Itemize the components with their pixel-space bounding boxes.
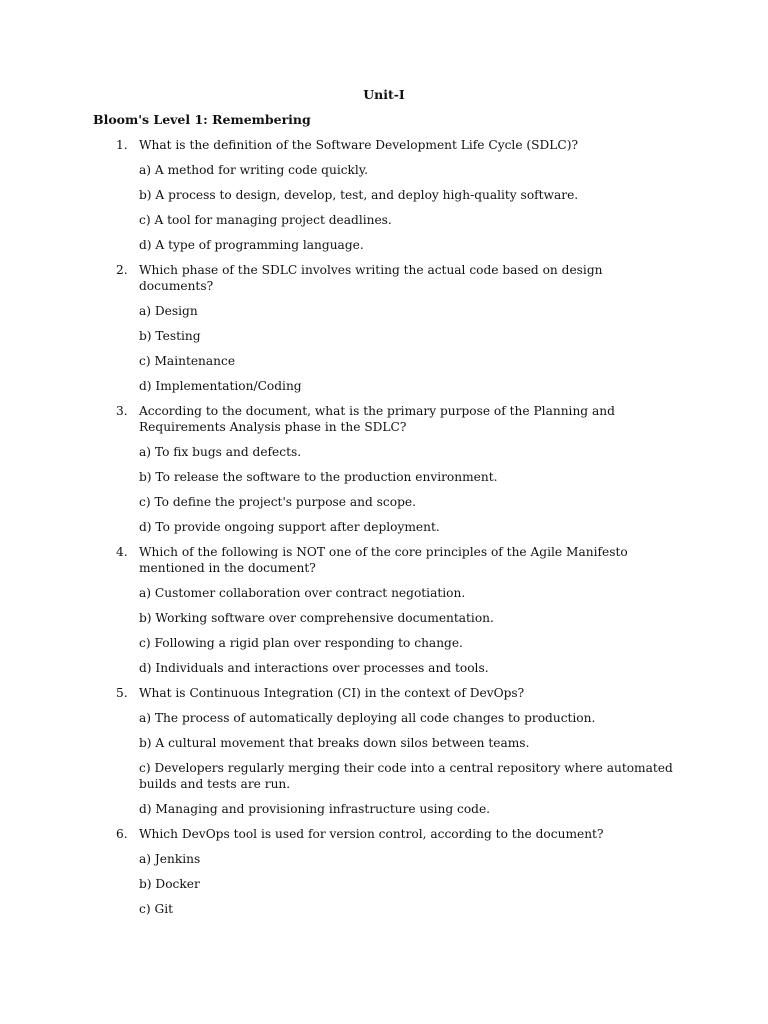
answer-option: c) To define the project's purpose and scope. bbox=[139, 495, 416, 509]
unit-title: Unit-I bbox=[363, 87, 405, 102]
answer-option: d) To provide ongoing support after deployment. bbox=[139, 520, 440, 534]
question-text: Which of the following is NOT one of the core principles of the Agile Manifesto mentioned in the document? bbox=[139, 545, 628, 575]
answer-option: d) Managing and provisioning infrastructure using code. bbox=[139, 802, 491, 816]
question-item bbox=[0, 403, 768, 535]
answer-option: c) Git bbox=[139, 902, 173, 916]
question-item bbox=[0, 544, 768, 676]
answer-option: a) The process of automatically deploying all code changes to production. bbox=[139, 711, 596, 725]
question-text: What is the definition of the Software Development Life Cycle (SDLC)? bbox=[139, 138, 578, 152]
question-text: What is Continuous Integration (CI) in the context of DevOps? bbox=[139, 686, 525, 700]
answer-option: b) A cultural movement that breaks down silos between teams. bbox=[139, 736, 530, 750]
question-item bbox=[0, 685, 768, 817]
question-item bbox=[0, 262, 768, 394]
question-number: 1. bbox=[116, 138, 128, 152]
question-number: 4. bbox=[116, 545, 128, 559]
answer-option: c) A tool for managing project deadlines. bbox=[139, 213, 392, 227]
blooms-level-heading: Bloom's Level 1: Remembering bbox=[93, 112, 311, 127]
answer-option: d) A type of programming language. bbox=[139, 238, 364, 252]
question-text: According to the document, what is the primary purpose of the Planning and Requirements Analysis phase in the SDLC? bbox=[139, 404, 615, 434]
question-number: 5. bbox=[116, 686, 128, 700]
question-text: Which DevOps tool is used for version control, according to the document? bbox=[139, 827, 604, 841]
question-list bbox=[0, 137, 768, 926]
question-number: 6. bbox=[116, 827, 128, 841]
answer-option: c) Maintenance bbox=[139, 354, 236, 368]
answer-option: a) To fix bugs and defects. bbox=[139, 445, 302, 459]
question-item bbox=[0, 826, 768, 917]
answer-option: b) Working software over comprehensive documentation. bbox=[139, 611, 494, 625]
answer-option: a) Design bbox=[139, 304, 198, 318]
question-text: Which phase of the SDLC involves writing the actual code based on design documents? bbox=[139, 263, 603, 293]
answer-option: a) A method for writing code quickly. bbox=[139, 163, 368, 177]
answer-option: a) Jenkins bbox=[139, 852, 201, 866]
answer-option: c) Developers regularly merging their code into a central repository where automated builds and tests are run. bbox=[139, 761, 673, 791]
question-number: 3. bbox=[116, 404, 128, 418]
answer-option: b) Testing bbox=[139, 329, 201, 343]
answer-option: a) Customer collaboration over contract negotiation. bbox=[139, 586, 466, 600]
question-number: 2. bbox=[116, 263, 128, 277]
answer-option: b) To release the software to the production environment. bbox=[139, 470, 498, 484]
answer-option: c) Following a rigid plan over responding to change. bbox=[139, 636, 463, 650]
answer-option: b) Docker bbox=[139, 877, 200, 891]
answer-option: b) A process to design, develop, test, and deploy high-quality software. bbox=[139, 188, 579, 202]
answer-option: d) Individuals and interactions over processes and tools. bbox=[139, 661, 489, 675]
answer-option: d) Implementation/Coding bbox=[139, 379, 302, 393]
question-item bbox=[0, 137, 768, 253]
